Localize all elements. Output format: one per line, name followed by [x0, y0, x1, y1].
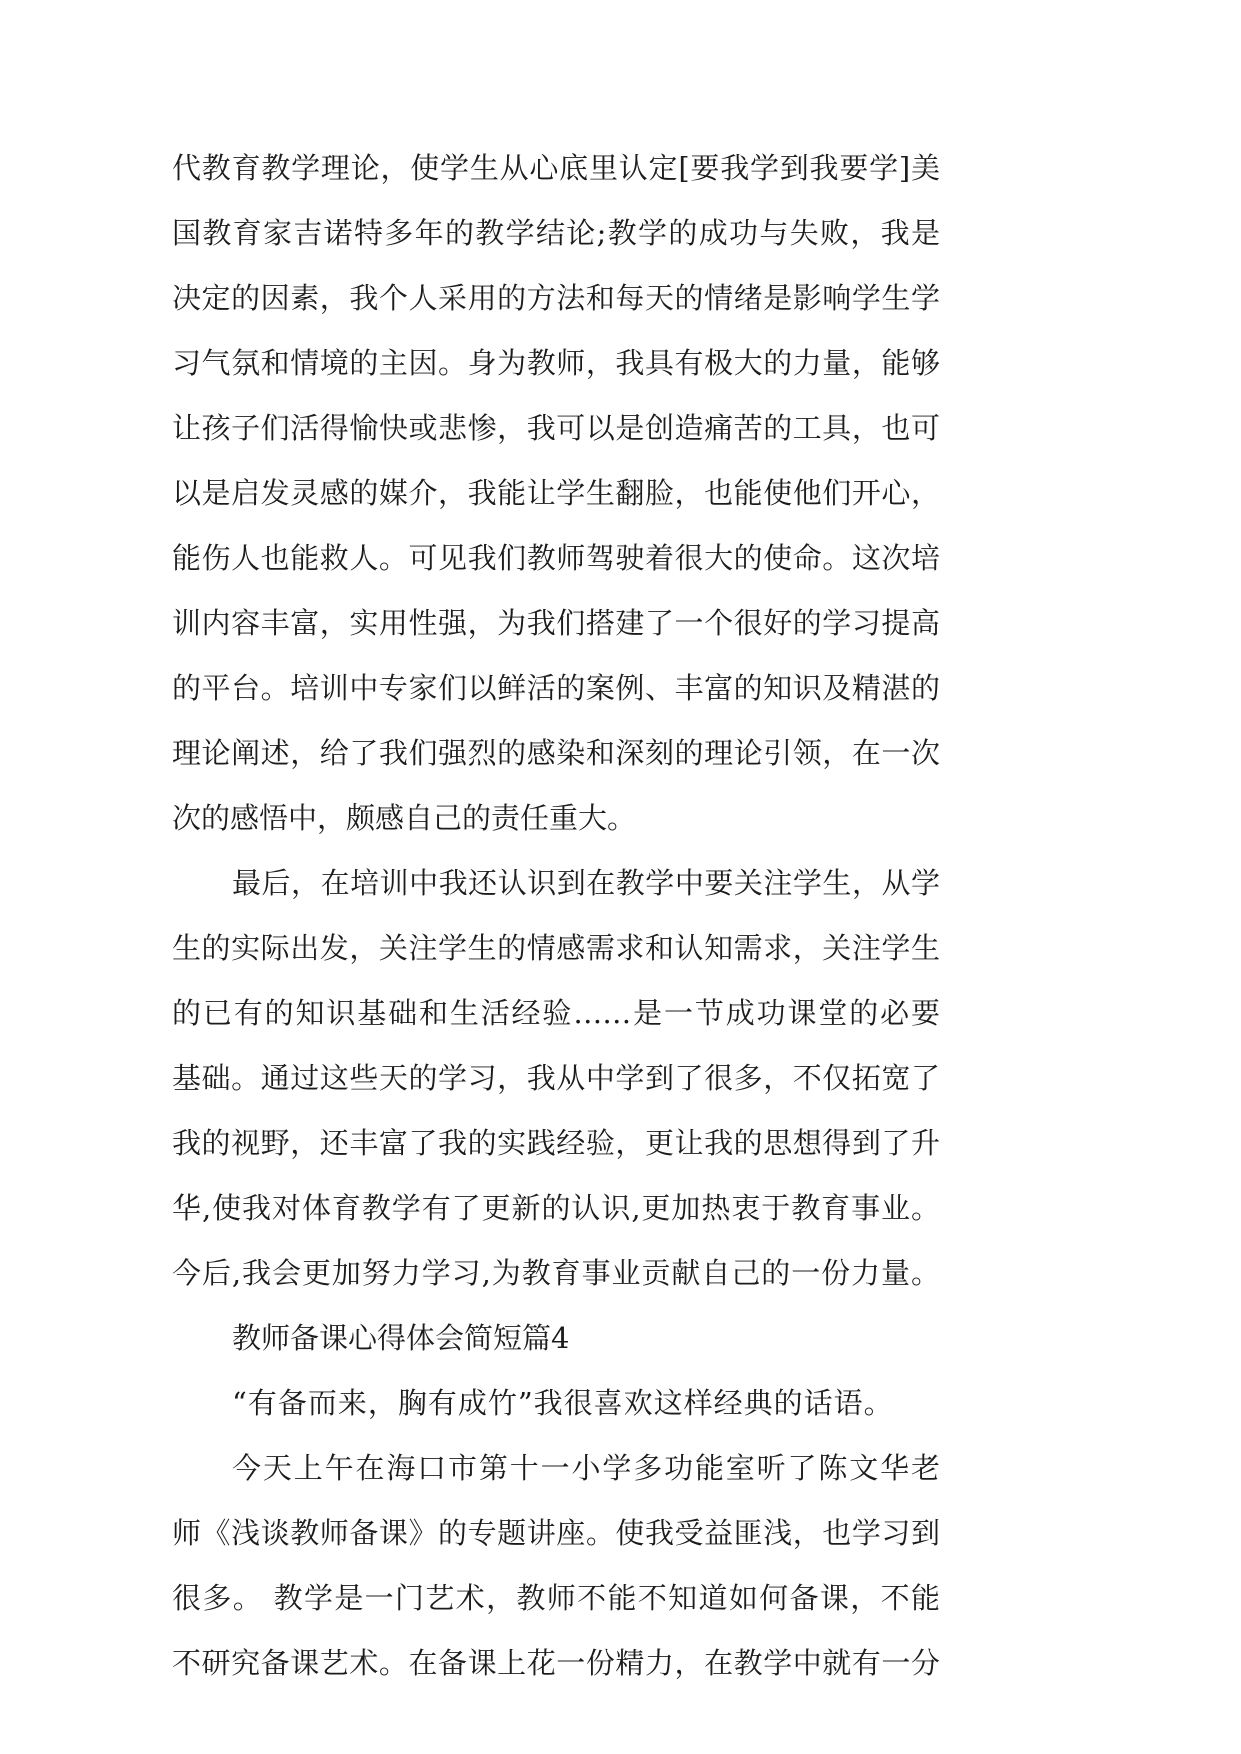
text-line: 能伤人也能救人。可见我们教师驾驶着很大的使命。这次培 [172, 541, 940, 575]
text-line: 师《浅谈教师备课》的专题讲座。使我受益匪浅，也学习到 [172, 1516, 940, 1550]
paragraph [172, 136, 940, 851]
text-line: 我的视野，还丰富了我的实践经验，更让我的思想得到了升 [172, 1126, 940, 1160]
text-line: 基础。通过这些天的学习，我从中学到了很多，不仅拓宽了 [172, 1061, 940, 1095]
paragraph [172, 851, 940, 1306]
text-line: 很多。 教学是一门艺术，教师不能不知道如何备课，不能 [172, 1581, 940, 1615]
text-line: 今后,我会更加努力学习,为教育事业贡献自己的一份力量。 [172, 1256, 940, 1290]
text-line: 不研究备课艺术。在备课上花一份精力，在教学中就有一分 [172, 1646, 940, 1680]
text-line: 的平台。培训中专家们以鲜活的案例、丰富的知识及精湛的 [172, 671, 940, 705]
text-line: 让孩子们活得愉快或悲惨，我可以是创造痛苦的工具，也可 [172, 411, 940, 445]
section-heading [172, 1306, 940, 1371]
text-line: 的已有的知识基础和生活经验……是一节成功课堂的必要 [172, 996, 940, 1030]
text-line: 理论阐述，给了我们强烈的感染和深刻的理论引领，在一次 [172, 736, 940, 770]
text-line: 国教育家吉诺特多年的教学结论;教学的成功与失败，我是 [172, 216, 940, 250]
text-line: 训内容丰富，实用性强，为我们搭建了一个很好的学习提高 [172, 606, 940, 640]
paragraph [172, 1436, 940, 1696]
section-heading-text: 教师备课心得体会简短篇4 [232, 1321, 570, 1355]
text-line: 决定的因素，我个人采用的方法和每天的情绪是影响学生学 [172, 281, 940, 315]
text-line: 以是启发灵感的媒介，我能让学生翻脸，也能使他们开心， [172, 476, 940, 510]
text-line: 最后，在培训中我还认识到在教学中要关注学生，从学 [232, 866, 940, 900]
text-line: 代教育教学理论，使学生从心底里认定[要我学到我要学]美 [172, 151, 940, 185]
text-line: 今天上午在海口市第十一小学多功能室听了陈文华老 [232, 1451, 940, 1485]
text-line: “有备而来，胸有成竹”我很喜欢这样经典的话语。 [232, 1386, 894, 1420]
text-line: 习气氛和情境的主因。身为教师，我具有极大的力量，能够 [172, 346, 940, 380]
text-line: 华,使我对体育教学有了更新的认识,更加热衷于教育事业。 [172, 1191, 940, 1225]
document-body [172, 136, 940, 1696]
text-line: 次的感悟中，颇感自己的责任重大。 [172, 801, 637, 835]
paragraph [172, 1371, 940, 1436]
text-line: 生的实际出发，关注学生的情感需求和认知需求，关注学生 [172, 931, 940, 965]
